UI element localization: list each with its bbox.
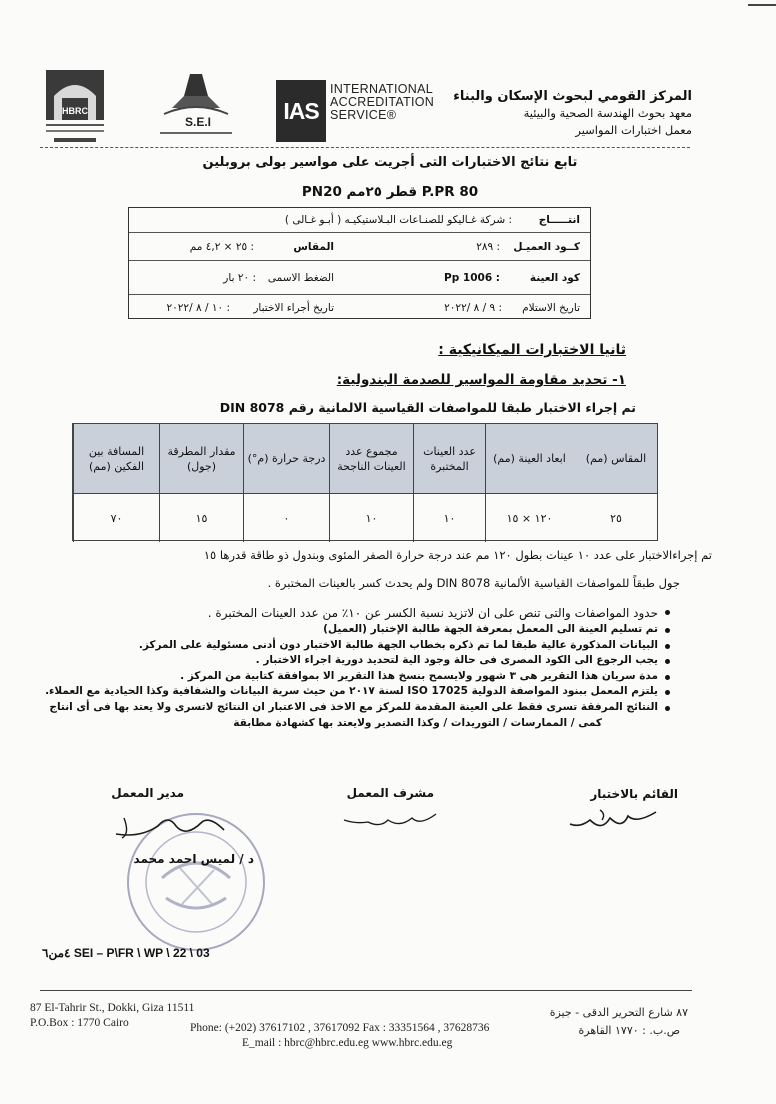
- sample-info-box: [128, 207, 591, 319]
- page-corner-mark: [748, 4, 776, 6]
- document-page: ٤من٦: [42, 946, 71, 960]
- test-standard-line: تم إجراء الاختبار طبقا للمواصفات القياسية الالمانية رقم DIN 8078: [219, 400, 636, 415]
- manager-name: د / لميس احمد محمد: [133, 852, 254, 866]
- list-item: مدة سريان هذا التقرير هى ٣ شهور ولايسمح بنسخ هذا التقرير الا بموافقة كتابية من المركز .: [52, 669, 672, 685]
- sample-code-label: كود العينة: [529, 271, 580, 284]
- ias-line2: ACCREDITATION: [330, 95, 435, 109]
- header-jaw-distance: المسافة بين الفكين (مم): [73, 424, 159, 493]
- header-divider: [40, 147, 690, 148]
- product-value: : شركة غـاليكو للصنـاعات البـلاستيكيـه ( أبـو غـالى ): [284, 214, 512, 226]
- list-item: كمى / الممارسات / التوريدات / وكذا التصدير ولايعتد بها كشهادة مطابقة: [233, 716, 602, 729]
- result-paragraph-line1: تم إجراءالاختبار على عدد ١٠ عينات بطول ١٢٠ مم عند درجة حرارة الصفر المئوى وبندول ذو طاقة قدرها ١٥: [203, 548, 712, 562]
- footer-email: E_mail : hbrc@hbrc.edu.eg www.hbrc.edu.eg: [242, 1037, 453, 1049]
- sei-logo-text: S.E.I: [184, 115, 212, 129]
- results-table-header: [73, 424, 657, 494]
- list-item: تم تسليم العينة الى المعمل بمعرفة الجهة طالبة الإختبار (العميل): [52, 622, 672, 638]
- cell-temperature: ٠: [243, 494, 329, 542]
- cell-tested-count: ١٠: [413, 494, 485, 542]
- tester-signature: [566, 804, 662, 838]
- document-id: [42, 946, 210, 960]
- ias-name: [330, 83, 434, 122]
- cell-hammer-energy: ١٥: [159, 494, 243, 542]
- sei-logo: [154, 70, 238, 142]
- org-line3: معمل اختبارات المواسير: [575, 123, 692, 137]
- client-code-value: : ٢٨٩: [476, 240, 500, 253]
- test-date-value: : ١٠ / ٨ /٢٠٢٢: [166, 301, 230, 314]
- product-label: انتـــــاج: [538, 214, 580, 226]
- list-item: البيانات المذكورة عالية طبقا لما تم ذكره بخطاب الجهة طالبة الاختبار دون أدنى مسئولية على المركز.: [52, 638, 672, 654]
- nominal-pressure-value: : ٢٠ بار: [223, 271, 256, 284]
- ias-logo-text: IAS: [283, 97, 319, 124]
- header-passed-count: مجموع عدد العينات الناجحة: [329, 424, 413, 493]
- org-line1: المركز القومي لبحوث الإسكان والبناء: [453, 89, 692, 104]
- manager-label: مدير المعمل: [111, 786, 184, 800]
- footer-phone: Phone: (+202) 37617102 , 37617092 Fax : 33351564 , 37628736: [190, 1022, 490, 1034]
- ias-line1: INTERNATIONAL: [330, 82, 433, 96]
- results-table: [72, 423, 658, 541]
- report-subtitle: P.PR 80 قطر ٢٥مم PN20: [301, 184, 479, 200]
- info-row-product: [129, 208, 590, 233]
- header-tested-count: عدد العينات المختبرة: [413, 424, 485, 493]
- size-value: : ٢٥ × ٤,٢ مم: [189, 240, 254, 253]
- section-impact-heading: ١- تحديد مقاومة المواسير للصدمة البندولية:: [336, 372, 626, 388]
- footer-pobox-en: P.O.Box : 1770 Cairo: [30, 1017, 129, 1029]
- notes-list: [45, 604, 672, 731]
- sample-code-value: : Pp 1006: [444, 271, 500, 284]
- report-title: تابع نتائج الاختبارات التى أجريت على مواسير بولى بروبلين: [202, 155, 578, 170]
- organization-name: [432, 88, 692, 139]
- receipt-date-value: : ٩ / ٨ /٢٠٢٢: [444, 301, 502, 314]
- list-item: النتائج المرفقة تسرى فقط على العينة المقدمة للمركز مع الاخذ فى الاعتبار ان النتائج لاتسرى ولا يعتد بها فى أى انتاج: [52, 700, 672, 716]
- header-size: المقاس (مم): [585, 452, 647, 465]
- cell-sample-dimensions: ١٢٠ × ١٥: [485, 494, 573, 542]
- manager-signature: [110, 808, 230, 846]
- list-item: يجب الرجوع الى الكود المصرى فى حالة وجود الية لتحديد دورية اجراء الاختبار .: [52, 653, 672, 669]
- nominal-pressure-label: الضغط الاسمى: [267, 271, 334, 284]
- header-hammer-energy: مقدار المطرقة (جول): [159, 424, 243, 493]
- footer-pobox-ar: ص.ب. : ١٧٧٠ القاهرة: [578, 1024, 680, 1037]
- ias-logo: [276, 80, 326, 142]
- hbrc-logo: [40, 66, 110, 148]
- cell-passed-count: ١٠: [329, 494, 413, 542]
- tester-label: القائم بالاختبار: [590, 787, 678, 801]
- size-label: المقاس: [293, 240, 334, 253]
- footer-address-ar: ٨٧ شارع التحرير الدقى - جيزة: [549, 1006, 688, 1019]
- supervisor-signature: [340, 808, 440, 836]
- list-item: يلتزم المعمل ببنود المواصفة الدولية ISO 17025 لسنة ٢٠١٧ من حيث سرية البيانات والشفافية وكذا الحيادية مع العملاء.: [52, 684, 672, 700]
- document-code: SEI – P\FR \ WP \ 22 \ 03: [73, 946, 210, 960]
- test-date-label: تاريخ أجراء الاختبار: [253, 301, 334, 314]
- info-row-client: [129, 233, 590, 261]
- list-item: حدود المواصفات والتى تنص على ان لاتزيد نسبة الكسر عن ١٠٪ من عدد العينات المختبرة .: [52, 604, 672, 622]
- result-paragraph-line2: جول طبقاً للمواصفات القياسية الألمانية DIN 8078 ولم يحدث كسر بالعينات المختبرة .: [267, 576, 680, 590]
- ias-line3: SERVICE®: [330, 108, 397, 122]
- header-sample-dimensions: ابعاد العينة (مم): [485, 424, 573, 493]
- footer-address-en: 87 El-Tahrir St., Dokki, Giza 11511: [30, 1002, 195, 1014]
- footer-divider: [40, 990, 692, 991]
- hbrc-logo-text: HBRC: [62, 106, 88, 116]
- header-temperature: درجة حرارة (م°): [243, 424, 329, 493]
- supervisor-label: مشرف المعمل: [346, 786, 434, 800]
- org-line2: معهد بحوث الهندسة الصحية والبيئية: [523, 106, 692, 120]
- info-row-dates: [129, 295, 590, 320]
- receipt-date-label: تاريخ الاستلام: [522, 301, 580, 314]
- cell-size: ٢٥: [610, 511, 622, 525]
- client-code-label: كــود العميـل: [513, 240, 580, 253]
- cell-jaw-distance: ٧٠: [73, 494, 159, 542]
- table-row: [73, 494, 657, 542]
- section-mechanical-heading: ثانيا الاختبارات الميكانيكية :: [438, 342, 626, 358]
- info-row-sample: [129, 261, 590, 295]
